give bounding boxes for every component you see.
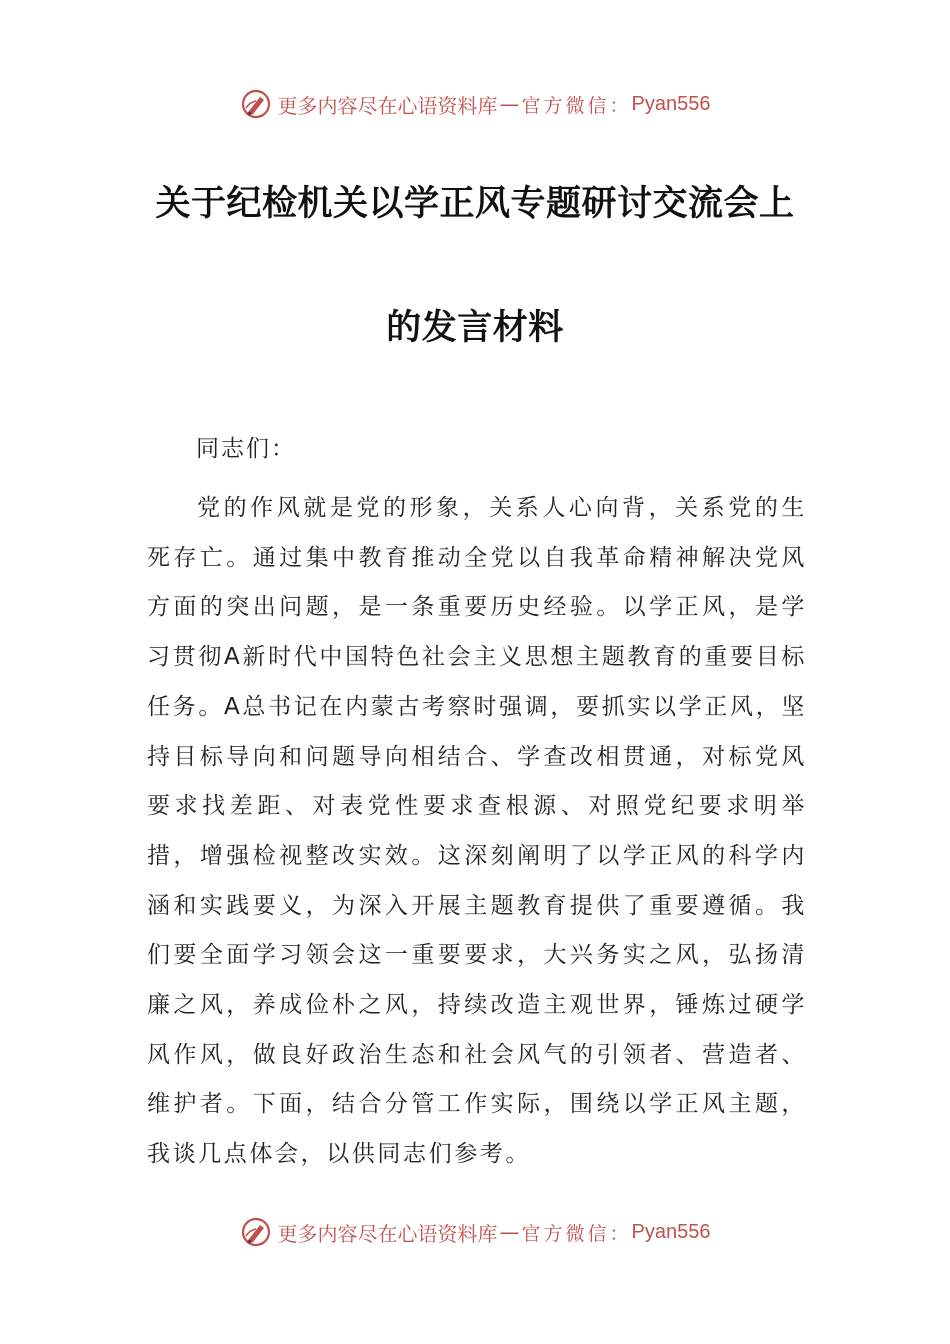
- banner-wechat-id: Pyan556: [631, 1220, 711, 1243]
- document-title-line2: 的发言材料: [386, 308, 564, 348]
- banner-wechat-id: Pyan556: [631, 92, 711, 115]
- document-title-line1: 关于纪检机关以学正风专题研讨交流会上: [155, 184, 795, 224]
- pen-nib-logo-icon: [240, 1216, 272, 1248]
- banner-text: 更多内容尽在心语资料库: [277, 93, 498, 118]
- header-banner: [0, 84, 950, 124]
- pen-nib-logo-icon: [240, 88, 272, 120]
- banner-text: 更多内容尽在心语资料库: [277, 1221, 498, 1246]
- footer-banner: [0, 1212, 950, 1252]
- banner-dash: —: [499, 92, 520, 116]
- banner-wechat-label: 官方微信：: [521, 94, 632, 117]
- banner-dash: —: [499, 1220, 520, 1244]
- banner-wechat-label: 官方微信：: [521, 1222, 632, 1245]
- salutation: 同志们：: [196, 436, 296, 462]
- body-paragraph: 党的作风就是党的形象，关系人心向背，关系党的生死存亡。通过集中教育推动全党以自我革命精神解决党风方面的突出问题，是一条重要历史经验。以学正风，是学习贯彻A新时代中国特色社会主义思想主题教育的重要目标任务。A总书记在内蒙古考察时强调，要抓实以学正风，坚持目标导向和问题导向相结合、学查改相贯通，对标党风要求找差距、对表党性要求查根源、对照党纪要求明举措，增强检视整改实效。这深刻阐明了以学正风的科学内涵和实践要义，为深入开展主题教育提供了重要遵循。我们要全面学习领会这一重要要求，大兴务实之风，弘扬清廉之风，养成俭朴之风，持续改造主观世界，锤炼过硬学风作风，做良好政治生态和社会风气的引领者、营造者、维护者。下面，结合分管工作实际，围绕以学正风主题，我谈几点体会，以供同志们参考。: [147, 495, 807, 1168]
